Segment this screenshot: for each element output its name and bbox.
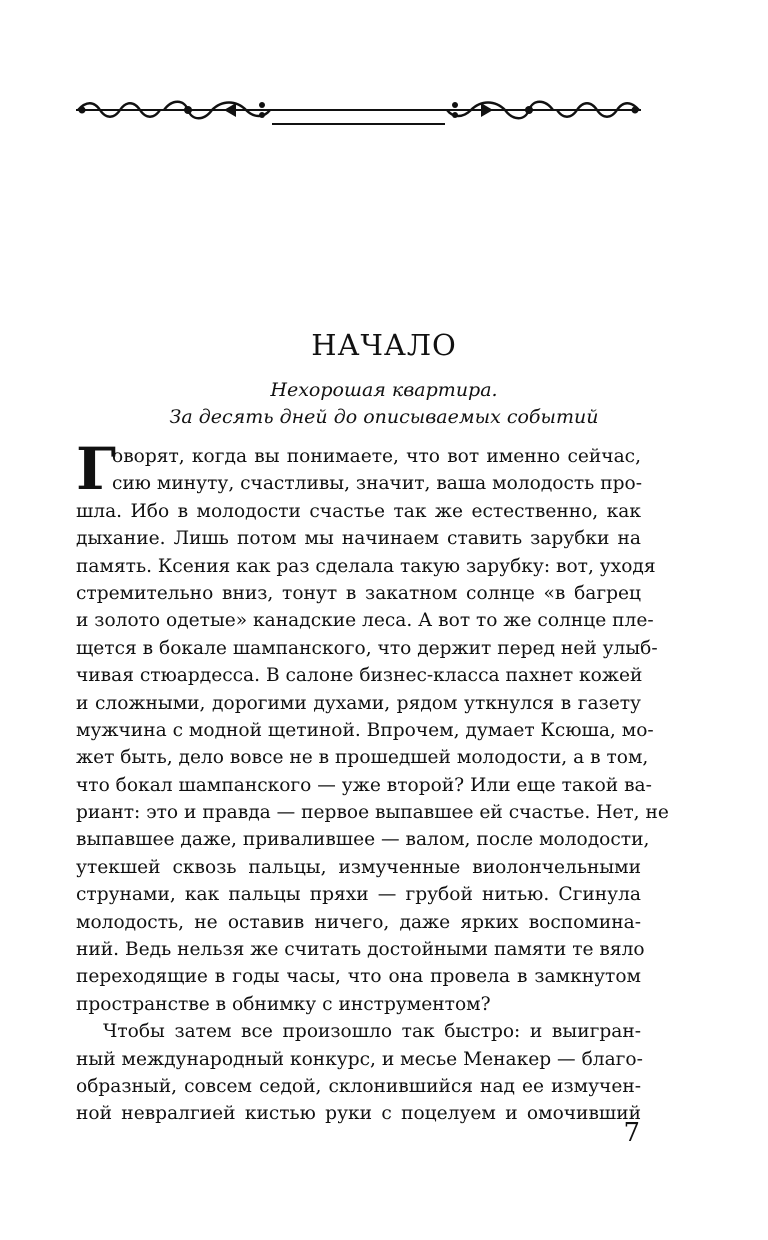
text-line: что бокал шампанского — уже второй? Или еще такой ва- (76, 774, 652, 796)
text-line: пространстве в обнимку с инструментом? (76, 993, 491, 1015)
text-line: мужчина с модной щетиной. Впрочем, думает Ксюша, мо- (76, 719, 654, 741)
drop-cap: Г (76, 435, 117, 503)
chapter-subtitle (0, 377, 768, 431)
text-line: память. Ксения как раз сделала такую зарубку: вот, уходя (76, 555, 656, 577)
subtitle-line: Нехорошая квартира. (270, 379, 498, 401)
text-line: риант: это и правда — первое выпавшее ей счастье. Нет, не (76, 802, 669, 824)
text-line: утекшей сквозь пальцы, измученные виолончельными (76, 856, 641, 878)
text-line: струнами, как пальцы пряхи — грубой нитью. Сгинула (76, 884, 641, 906)
text-line: и золото одетые» канадские леса. А вот то же солнце пле- (76, 610, 654, 632)
text-line: выпавшее даже, привалившее — валом, после молодости, (76, 829, 650, 851)
header-inner-rule (272, 123, 445, 125)
text-line: стремительно вниз, тонут в закатном солнце «в багрец (76, 582, 641, 604)
text-line: дыхание. Лишь потом мы начинаем ставить зарубки на (76, 528, 641, 550)
text-line: оворят, когда вы понимаете, что вот именно сейчас, (112, 446, 641, 467)
text-line: ной невралгией кистью руки с поцелуем и омочивший (76, 1103, 641, 1125)
text-line: молодость, не оставив ничего, даже ярких воспомина- (76, 911, 641, 933)
page-number: 7 (623, 1118, 640, 1148)
left-ornament-icon (76, 95, 272, 125)
text-line: чивая стюардесса. В салоне бизнес-класса пахнет кожей (76, 665, 643, 687)
text-line: переходящие в годы часы, что она провела в замкнутом (76, 966, 641, 988)
text-line: щется в бокале шампанского, что держит перед ней улыб- (76, 637, 658, 659)
text-line: Чтобы затем все произошло так быстро: и выигран- (103, 1021, 641, 1043)
body-text (76, 443, 669, 1128)
text-line: сию минуту, счастливы, значит, ваша молодость про- (112, 473, 642, 495)
text-line: жет быть, дело вовсе не в прошедшей молодости, а в том, (76, 747, 649, 769)
text-line: образный, совсем седой, склонившийся над ее измучен- (76, 1075, 641, 1097)
subtitle-line: За десять дней до описываемых событий (169, 406, 599, 428)
text-line: и сложными, дорогими духами, рядом уткнулся в газету (76, 692, 641, 714)
text-line: шла. Ибо в молодости счастье так же естественно, как (76, 500, 641, 522)
right-ornament-icon (445, 95, 641, 125)
chapter-title: НАЧАЛО (311, 328, 457, 362)
text-line: ный международный конкурс, и месье Менакер — благо- (76, 1048, 643, 1070)
text-line: ний. Ведь нельзя же считать достойными памяти те вяло (76, 939, 645, 961)
